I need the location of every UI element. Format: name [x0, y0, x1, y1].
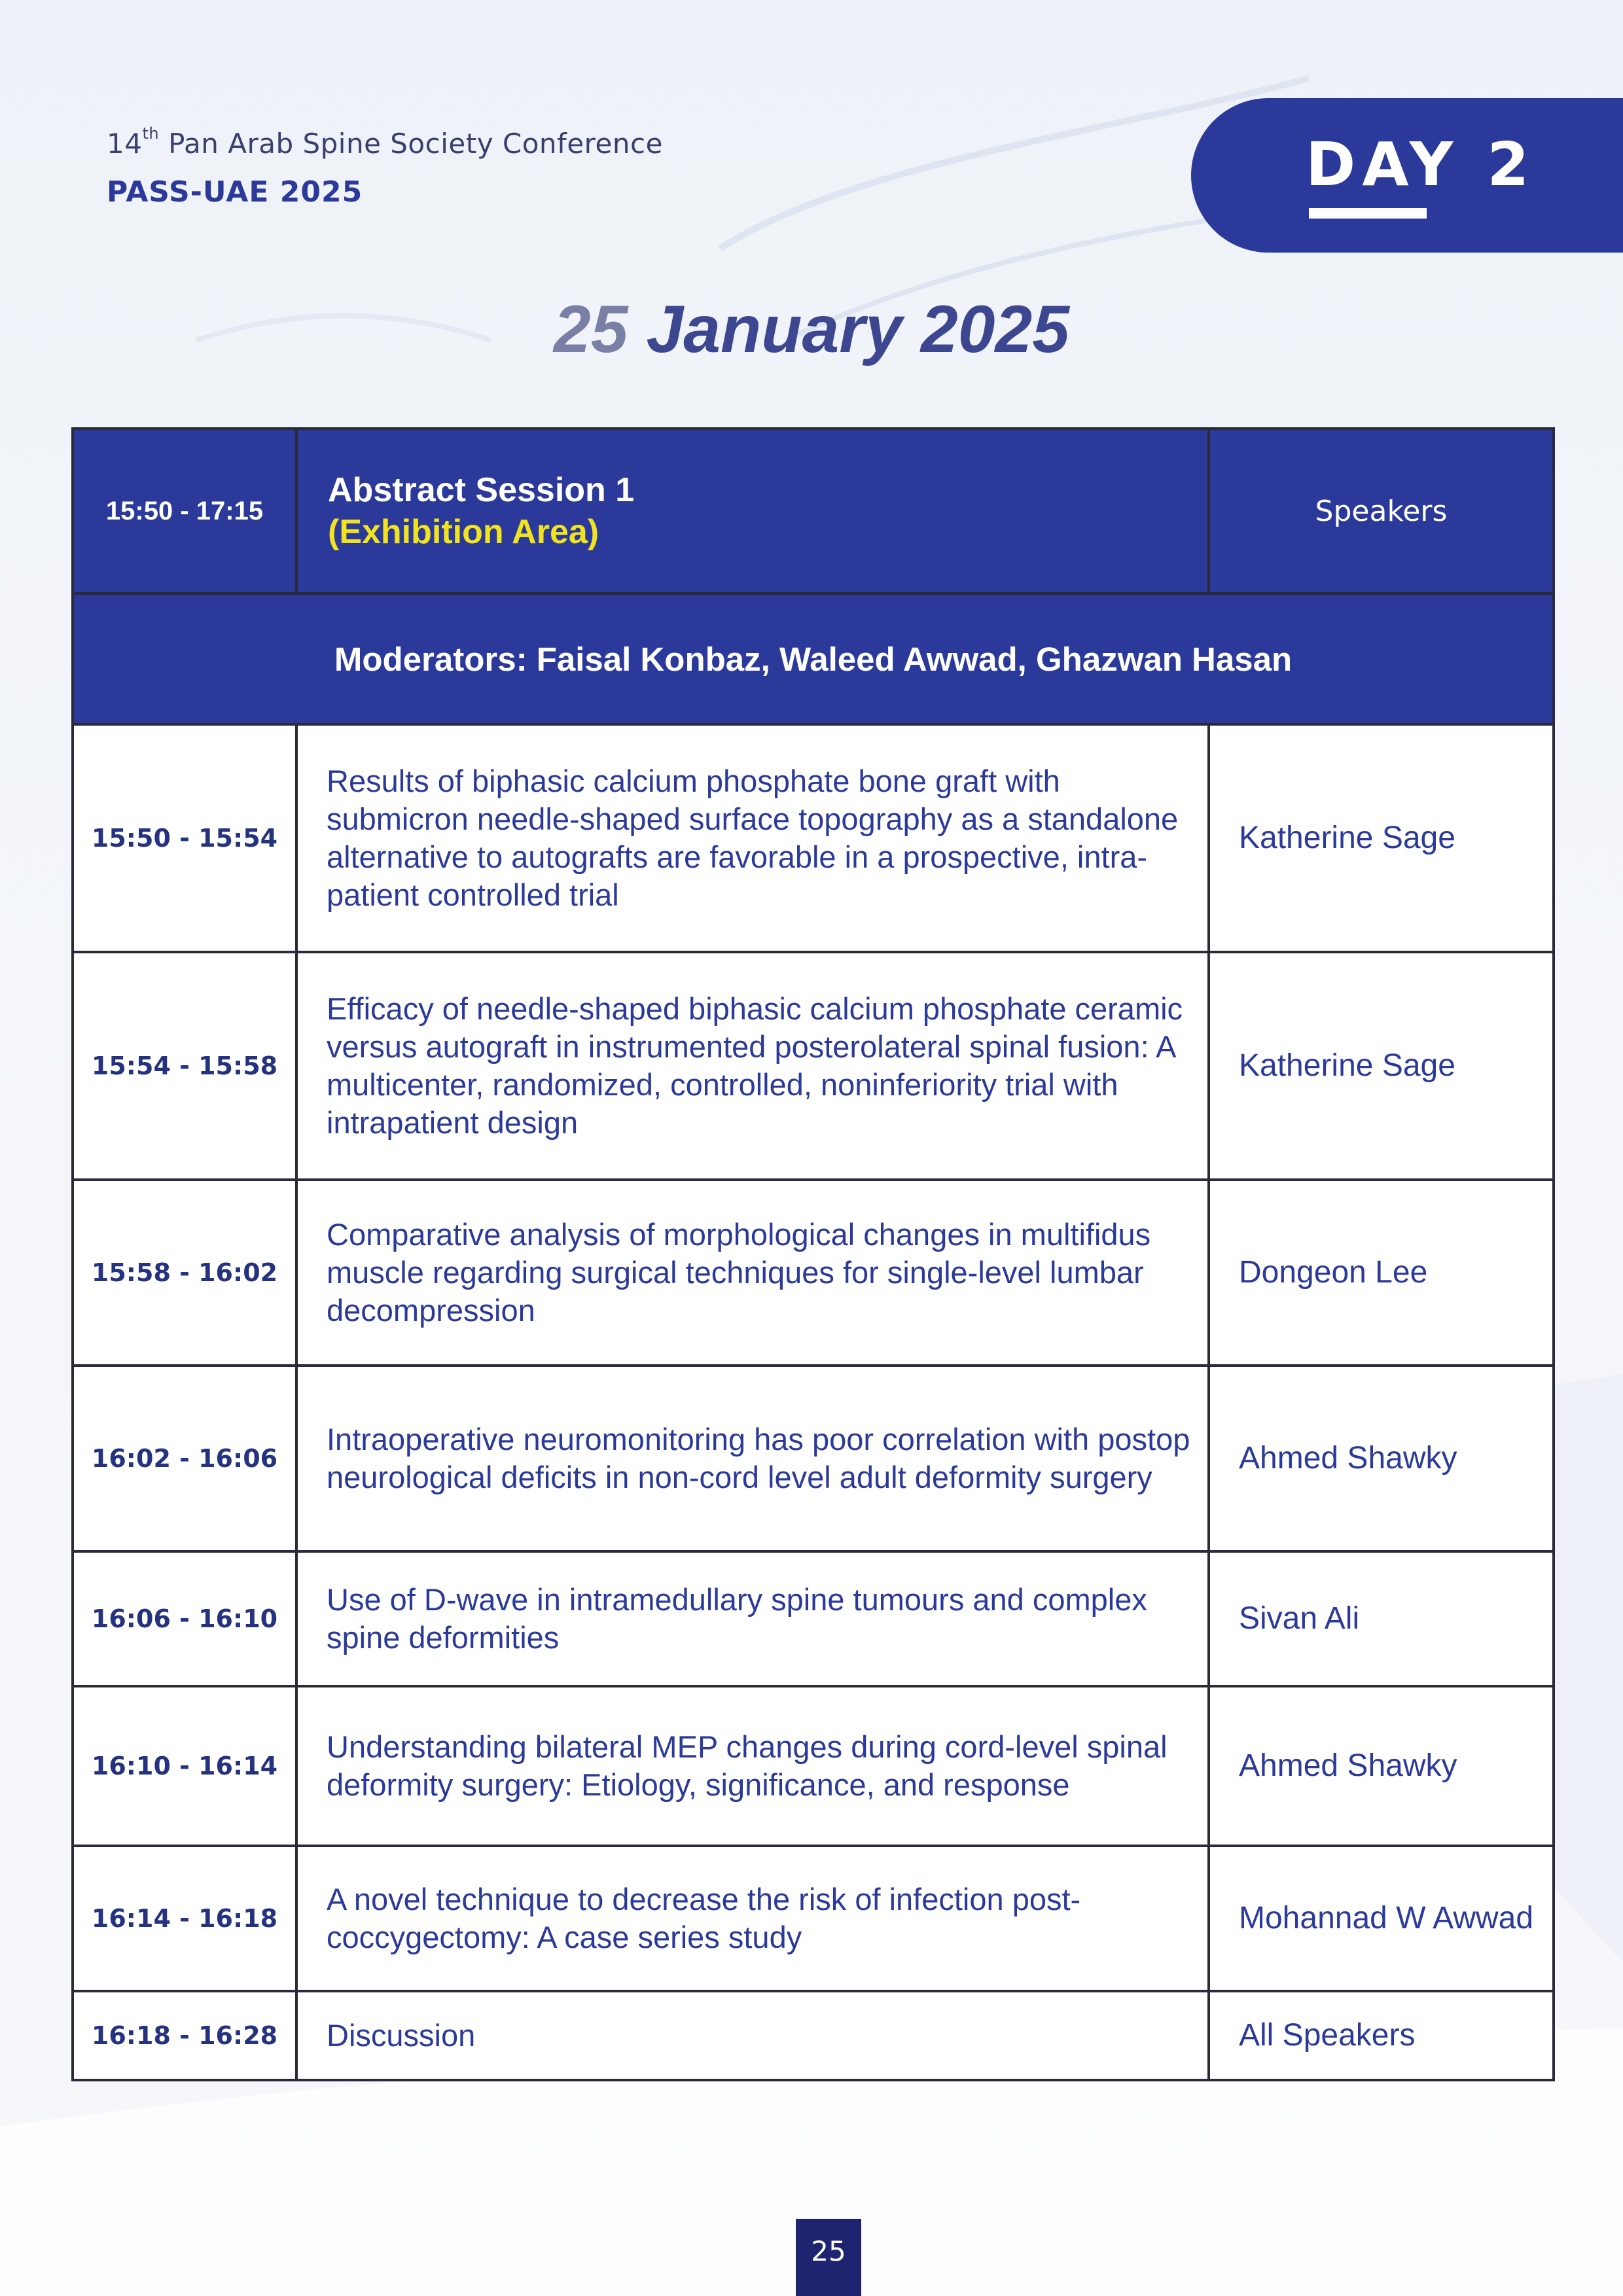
session-location: (Exhibition Area)	[328, 513, 599, 551]
talk-time: 15:50 - 15:54	[73, 724, 296, 952]
talk-speaker: Katherine Sage	[1209, 724, 1554, 952]
talk-title: Discussion	[296, 1991, 1209, 2080]
date-month-year: January 2025	[646, 292, 1069, 366]
table-row	[73, 952, 1554, 1180]
talk-speaker: Dongeon Lee	[1209, 1180, 1554, 1366]
date-title	[0, 291, 1623, 368]
table-row	[73, 1846, 1554, 1991]
talk-title: Results of biphasic calcium phosphate bone graft with submicron needle-shaped surface topography as a standalone alternative to autografts are favorable in a prospective, intra-patient controlled trial	[296, 724, 1209, 952]
conference-number: 14	[107, 128, 143, 160]
talk-speaker: Katherine Sage	[1209, 952, 1554, 1180]
conference-number-suffix: th	[142, 124, 160, 143]
day-underline	[1309, 208, 1427, 219]
session-header-row	[73, 429, 1554, 593]
talk-time: 16:10 - 16:14	[73, 1686, 296, 1846]
moderators-row	[73, 593, 1554, 724]
talk-title: Comparative analysis of morphological changes in multifidus muscle regarding surgical techniques for single-level lumbar decompression	[296, 1180, 1209, 1366]
talk-time: 16:18 - 16:28	[73, 1991, 296, 2080]
table-row	[73, 1991, 1554, 2080]
talk-title: Understanding bilateral MEP changes during cord-level spinal deformity surgery: Etiology, significance, and response	[296, 1686, 1209, 1846]
talk-title: Use of D-wave in intramedullary spine tumours and complex spine deformities	[296, 1551, 1209, 1686]
talk-time: 15:58 - 16:02	[73, 1180, 296, 1366]
talk-time: 16:02 - 16:06	[73, 1366, 296, 1551]
table-row	[73, 1686, 1554, 1846]
table-row	[73, 724, 1554, 952]
table-row	[73, 1366, 1554, 1551]
page-number: 25	[796, 2219, 861, 2296]
talk-speaker: Ahmed Shawky	[1209, 1686, 1554, 1846]
talk-speaker: Mohannad W Awwad	[1209, 1846, 1554, 1991]
talk-speaker: All Speakers	[1209, 1991, 1554, 2080]
speakers-header: Speakers	[1209, 429, 1554, 593]
talk-title: Efficacy of needle-shaped biphasic calcium phosphate ceramic versus autograft in instrumented posterolateral spinal fusion: A multicenter, randomized, controlled, noninferiority trial with intrapatient design	[296, 952, 1209, 1180]
date-day: 25	[554, 292, 628, 366]
conference-title	[107, 124, 663, 160]
talk-time: 15:54 - 15:58	[73, 952, 296, 1180]
conference-name: Pan Arab Spine Society Conference	[168, 128, 663, 160]
session-time: 15:50 - 17:15	[73, 429, 296, 593]
talk-speaker: Sivan Ali	[1209, 1551, 1554, 1686]
talk-time: 16:14 - 16:18	[73, 1846, 296, 1991]
day-label: DAY 2	[1306, 130, 1536, 200]
table-row	[73, 1551, 1554, 1686]
moderators: Moderators: Faisal Konbaz, Waleed Awwad, Ghazwan Hasan	[73, 593, 1554, 724]
talk-speaker: Ahmed Shawky	[1209, 1366, 1554, 1551]
day-badge	[1191, 98, 1623, 253]
conference-short-name: PASS-UAE 2025	[107, 175, 363, 209]
session-title: Abstract Session 1	[328, 471, 635, 509]
talk-time: 16:06 - 16:10	[73, 1551, 296, 1686]
session-title-cell	[296, 429, 1209, 593]
program-table	[71, 427, 1555, 2081]
table-row	[73, 1180, 1554, 1366]
talk-title: A novel technique to decrease the risk of infection post-coccygectomy: A case series study	[296, 1846, 1209, 1991]
talk-title: Intraoperative neuromonitoring has poor correlation with postop neurological deficits in non-cord level adult deformity surgery	[296, 1366, 1209, 1551]
